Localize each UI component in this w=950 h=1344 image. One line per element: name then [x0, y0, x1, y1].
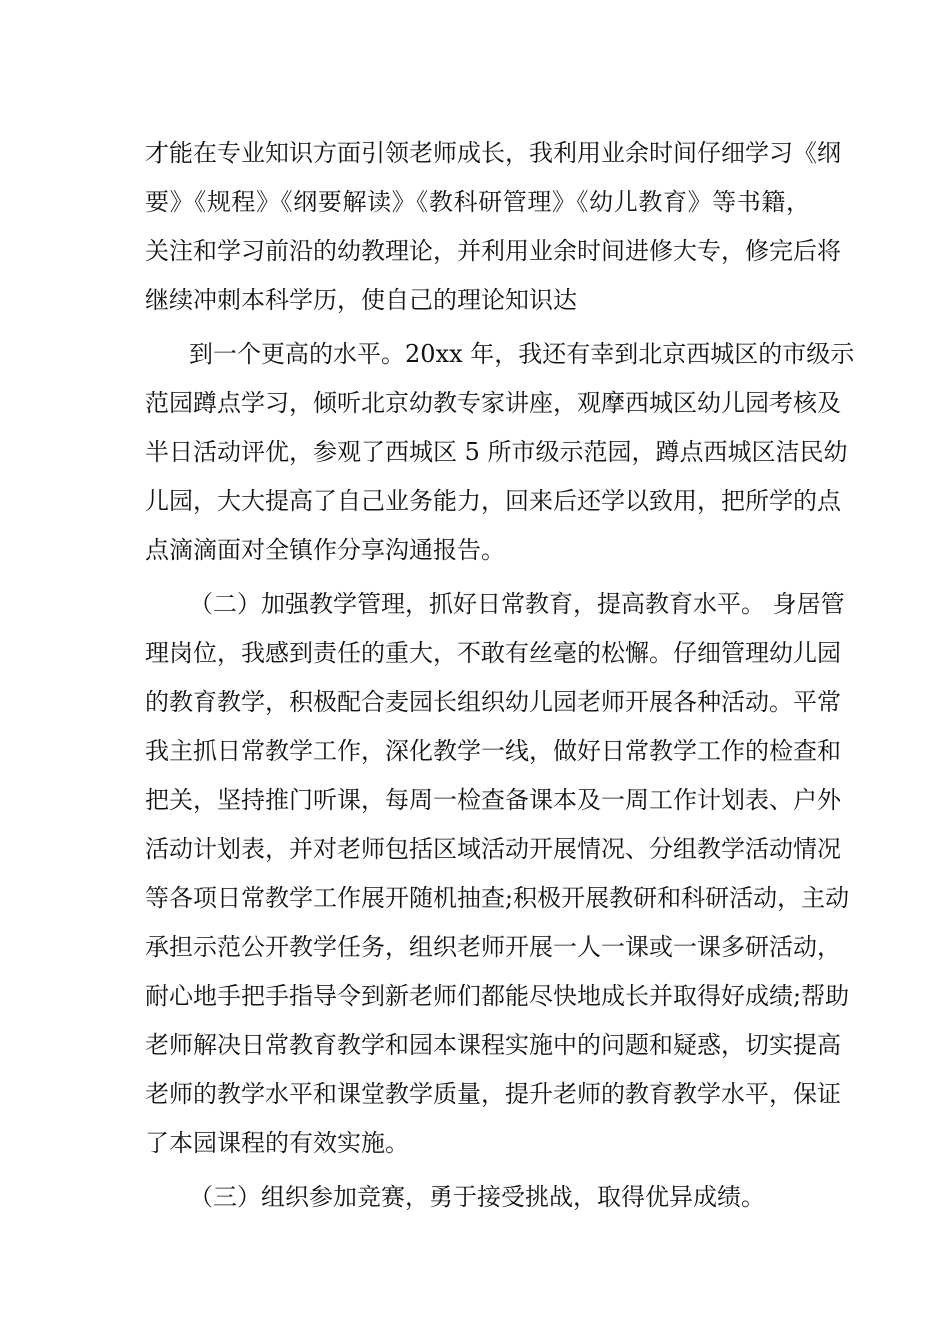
text-line: 继续冲刺本科学历，使自己的理论知识达 — [145, 286, 577, 314]
text-line: 才能在专业知识方面引领老师成长，我利用业余时间仔细学习《纲 — [145, 139, 841, 167]
text-line: （三）组织参加竞赛，勇于接受挑战，取得优异成绩。 — [189, 1183, 765, 1211]
text-line: 的教育教学，积极配合麦园长组织幼儿园老师开展各种活动。平常 — [145, 688, 841, 716]
text-line: 点滴滴面对全镇作分享沟通报告。 — [145, 536, 505, 564]
text-line: 我主抓日常教学工作，深化教学一线，做好日常教学工作的检查和 — [145, 737, 841, 765]
text-line: 半日活动评优，参观了西城区 5 所市级示范园，蹲点西城区洁民幼 — [145, 438, 848, 466]
text-line: 承担示范公开教学任务，组织老师开展一人一课或一课多研活动， — [145, 933, 841, 961]
text-line: 儿园，大大提高了自己业务能力，回来后还学以致用，把所学的点 — [145, 487, 841, 515]
text-line: 把关，坚持推门听课，每周一检查备课本及一周工作计划表、户外 — [145, 786, 841, 814]
text-line: 范园蹲点学习，倾听北京幼教专家讲座，观摩西城区幼儿园考核及 — [145, 389, 841, 417]
text-line: 理岗位，我感到责任的重大，不敢有丝毫的松懈。仔细管理幼儿园 — [145, 639, 841, 667]
text-line: 老师的教学水平和课堂教学质量，提升老师的教育教学水平，保证 — [145, 1080, 841, 1108]
text-line: （二）加强教学管理，抓好日常教育，提高教育水平。 身居管 — [189, 590, 845, 618]
text-line: 关注和学习前沿的幼教理论，并利用业余时间进修大专，修完后将 — [145, 237, 841, 265]
text-line: 老师解决日常教育教学和园本课程实施中的问题和疑惑，切实提高 — [145, 1031, 841, 1059]
text-line: 等各项日常教学工作展开随机抽查;积极开展教研和科研活动，主动 — [145, 884, 850, 912]
text-line: 要》《规程》《纲要解读》《教科研管理》《幼儿教育》等书籍， — [145, 188, 810, 216]
text-line: 到一个更高的水平。20xx 年，我还有幸到北京西城区的市级示 — [189, 340, 855, 368]
text-line: 了本园课程的有效实施。 — [145, 1129, 409, 1157]
text-line: 耐心地手把手指导令到新老师们都能尽快地成长并取得好成绩;帮助 — [145, 982, 850, 1010]
text-line: 活动计划表，并对老师包括区域活动开展情况、分组教学活动情况 — [145, 835, 841, 863]
